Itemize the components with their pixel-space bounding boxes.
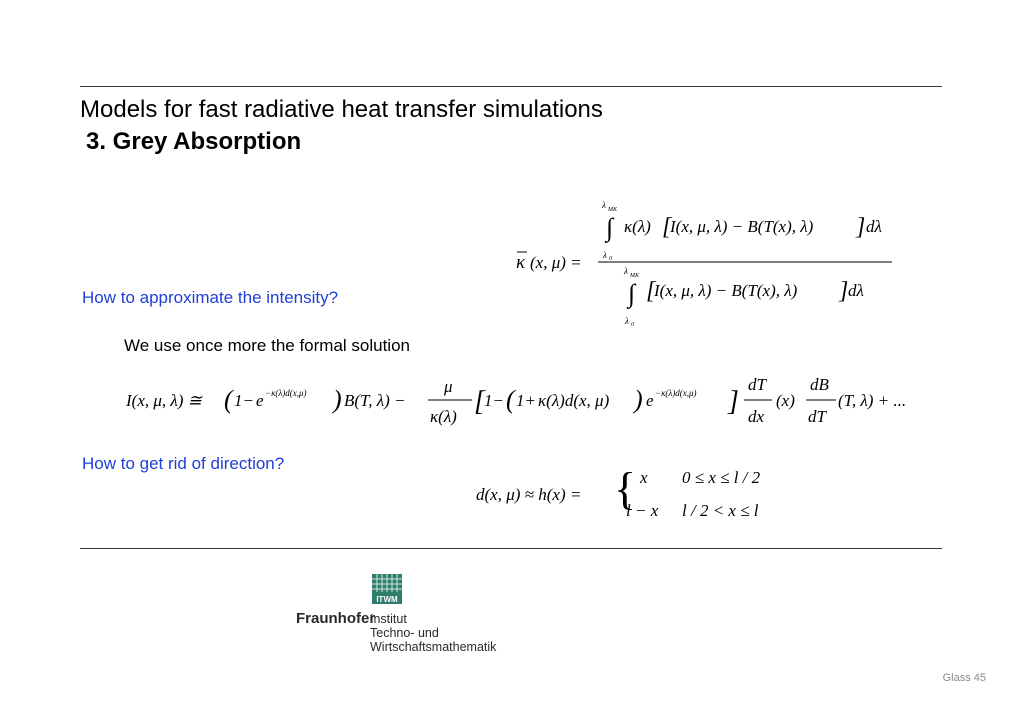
institute-line-2: Techno- und — [370, 626, 439, 640]
svg-text:x: x — [640, 468, 648, 487]
svg-text:dT: dT — [808, 407, 826, 426]
kappa-bar-equation — [512, 196, 912, 337]
svg-text:I(x, μ, λ) − B(T(x), λ): I(x, μ, λ) − B(T(x), λ) — [654, 281, 798, 300]
institute-line-1: Institut — [370, 612, 407, 626]
svg-text:1+: 1+ — [516, 391, 536, 410]
svg-text:MK: MK — [608, 207, 617, 213]
svg-text:e: e — [646, 391, 654, 410]
fraunhofer-wordmark: Fraunhofer — [296, 610, 376, 627]
svg-text:(T, λ) + ...: (T, λ) + ... — [838, 391, 907, 410]
svg-text:λ: λ — [624, 266, 628, 276]
svg-text:): ) — [333, 385, 342, 414]
top-divider — [80, 86, 942, 87]
itwm-grid-icon — [372, 574, 402, 604]
svg-text:κ(λ): κ(λ) — [624, 217, 651, 236]
svg-text:0: 0 — [631, 322, 634, 328]
svg-text:∫: ∫ — [606, 213, 614, 242]
slide-title: Models for fast radiative heat transfer simulations — [80, 96, 603, 123]
svg-text:dx: dx — [748, 407, 765, 426]
svg-text:μ: μ — [444, 377, 453, 396]
svg-text:dλ: dλ — [866, 217, 882, 236]
institute-name — [370, 612, 496, 654]
svg-text:1−: 1− — [234, 391, 254, 410]
page-number: Glass 45 — [942, 672, 986, 684]
svg-text:]: ] — [856, 214, 866, 240]
intensity-equation — [126, 372, 926, 437]
svg-text:(x, μ) =: (x, μ) = — [530, 253, 582, 272]
distance-equation — [476, 462, 796, 533]
svg-text:dT: dT — [748, 375, 766, 394]
svg-text:κ(λ)d(x, μ): κ(λ)d(x, μ) — [538, 391, 610, 410]
svg-text:I(x, μ, λ) ≅: I(x, μ, λ) ≅ — [126, 391, 202, 410]
svg-text:I(x, μ, λ) − B(T(x), λ): I(x, μ, λ) − B(T(x), λ) — [670, 217, 814, 236]
svg-text:0 ≤ x ≤ l / 2: 0 ≤ x ≤ l / 2 — [682, 468, 761, 487]
svg-text:dλ: dλ — [848, 281, 864, 300]
institute-line-3: Wirtschaftsmathematik — [370, 640, 497, 654]
svg-text:[: [ — [646, 278, 656, 304]
svg-text:−κ(λ)d(x,μ): −κ(λ)d(x,μ) — [655, 388, 697, 398]
svg-text:MK: MK — [630, 273, 639, 279]
svg-text:d(x, μ) ≈ h(x) =: d(x, μ) ≈ h(x) = — [476, 485, 582, 504]
svg-text:): ) — [634, 385, 643, 414]
svg-text:1−: 1− — [484, 391, 504, 410]
svg-text:λ: λ — [603, 250, 607, 260]
svg-text:l − x: l − x — [626, 501, 659, 520]
svg-text:B(T, λ) −: B(T, λ) − — [344, 391, 406, 410]
svg-text:λ: λ — [625, 316, 629, 326]
svg-text:(: ( — [224, 385, 233, 414]
svg-text:κ: κ — [516, 252, 526, 273]
question-direction: How to get rid of direction? — [82, 454, 285, 473]
svg-text:κ(λ): κ(λ) — [430, 407, 457, 426]
svg-text:0: 0 — [609, 256, 612, 262]
svg-text:]: ] — [728, 386, 739, 417]
svg-text:−κ(λ)d(x,μ): −κ(λ)d(x,μ) — [265, 388, 307, 398]
section-heading: 3. Grey Absorption — [86, 128, 302, 155]
svg-text:(: ( — [506, 385, 515, 414]
svg-text:λ: λ — [602, 200, 606, 210]
svg-text:∫: ∫ — [628, 279, 636, 308]
formal-solution-text: We use once more the formal solution — [124, 336, 410, 355]
svg-text:(x): (x) — [776, 391, 795, 410]
question-intensity: How to approximate the intensity? — [82, 288, 339, 307]
bottom-divider — [80, 548, 942, 549]
svg-text:l / 2 < x ≤ l: l / 2 < x ≤ l — [682, 501, 759, 520]
svg-text:{: { — [614, 463, 637, 514]
svg-text:]: ] — [839, 278, 849, 304]
svg-text:[: [ — [474, 386, 485, 417]
itwm-badge-text: ITWM — [376, 595, 398, 604]
svg-text:[: [ — [662, 214, 672, 240]
svg-text:e: e — [256, 391, 264, 410]
svg-text:dB: dB — [810, 375, 829, 394]
